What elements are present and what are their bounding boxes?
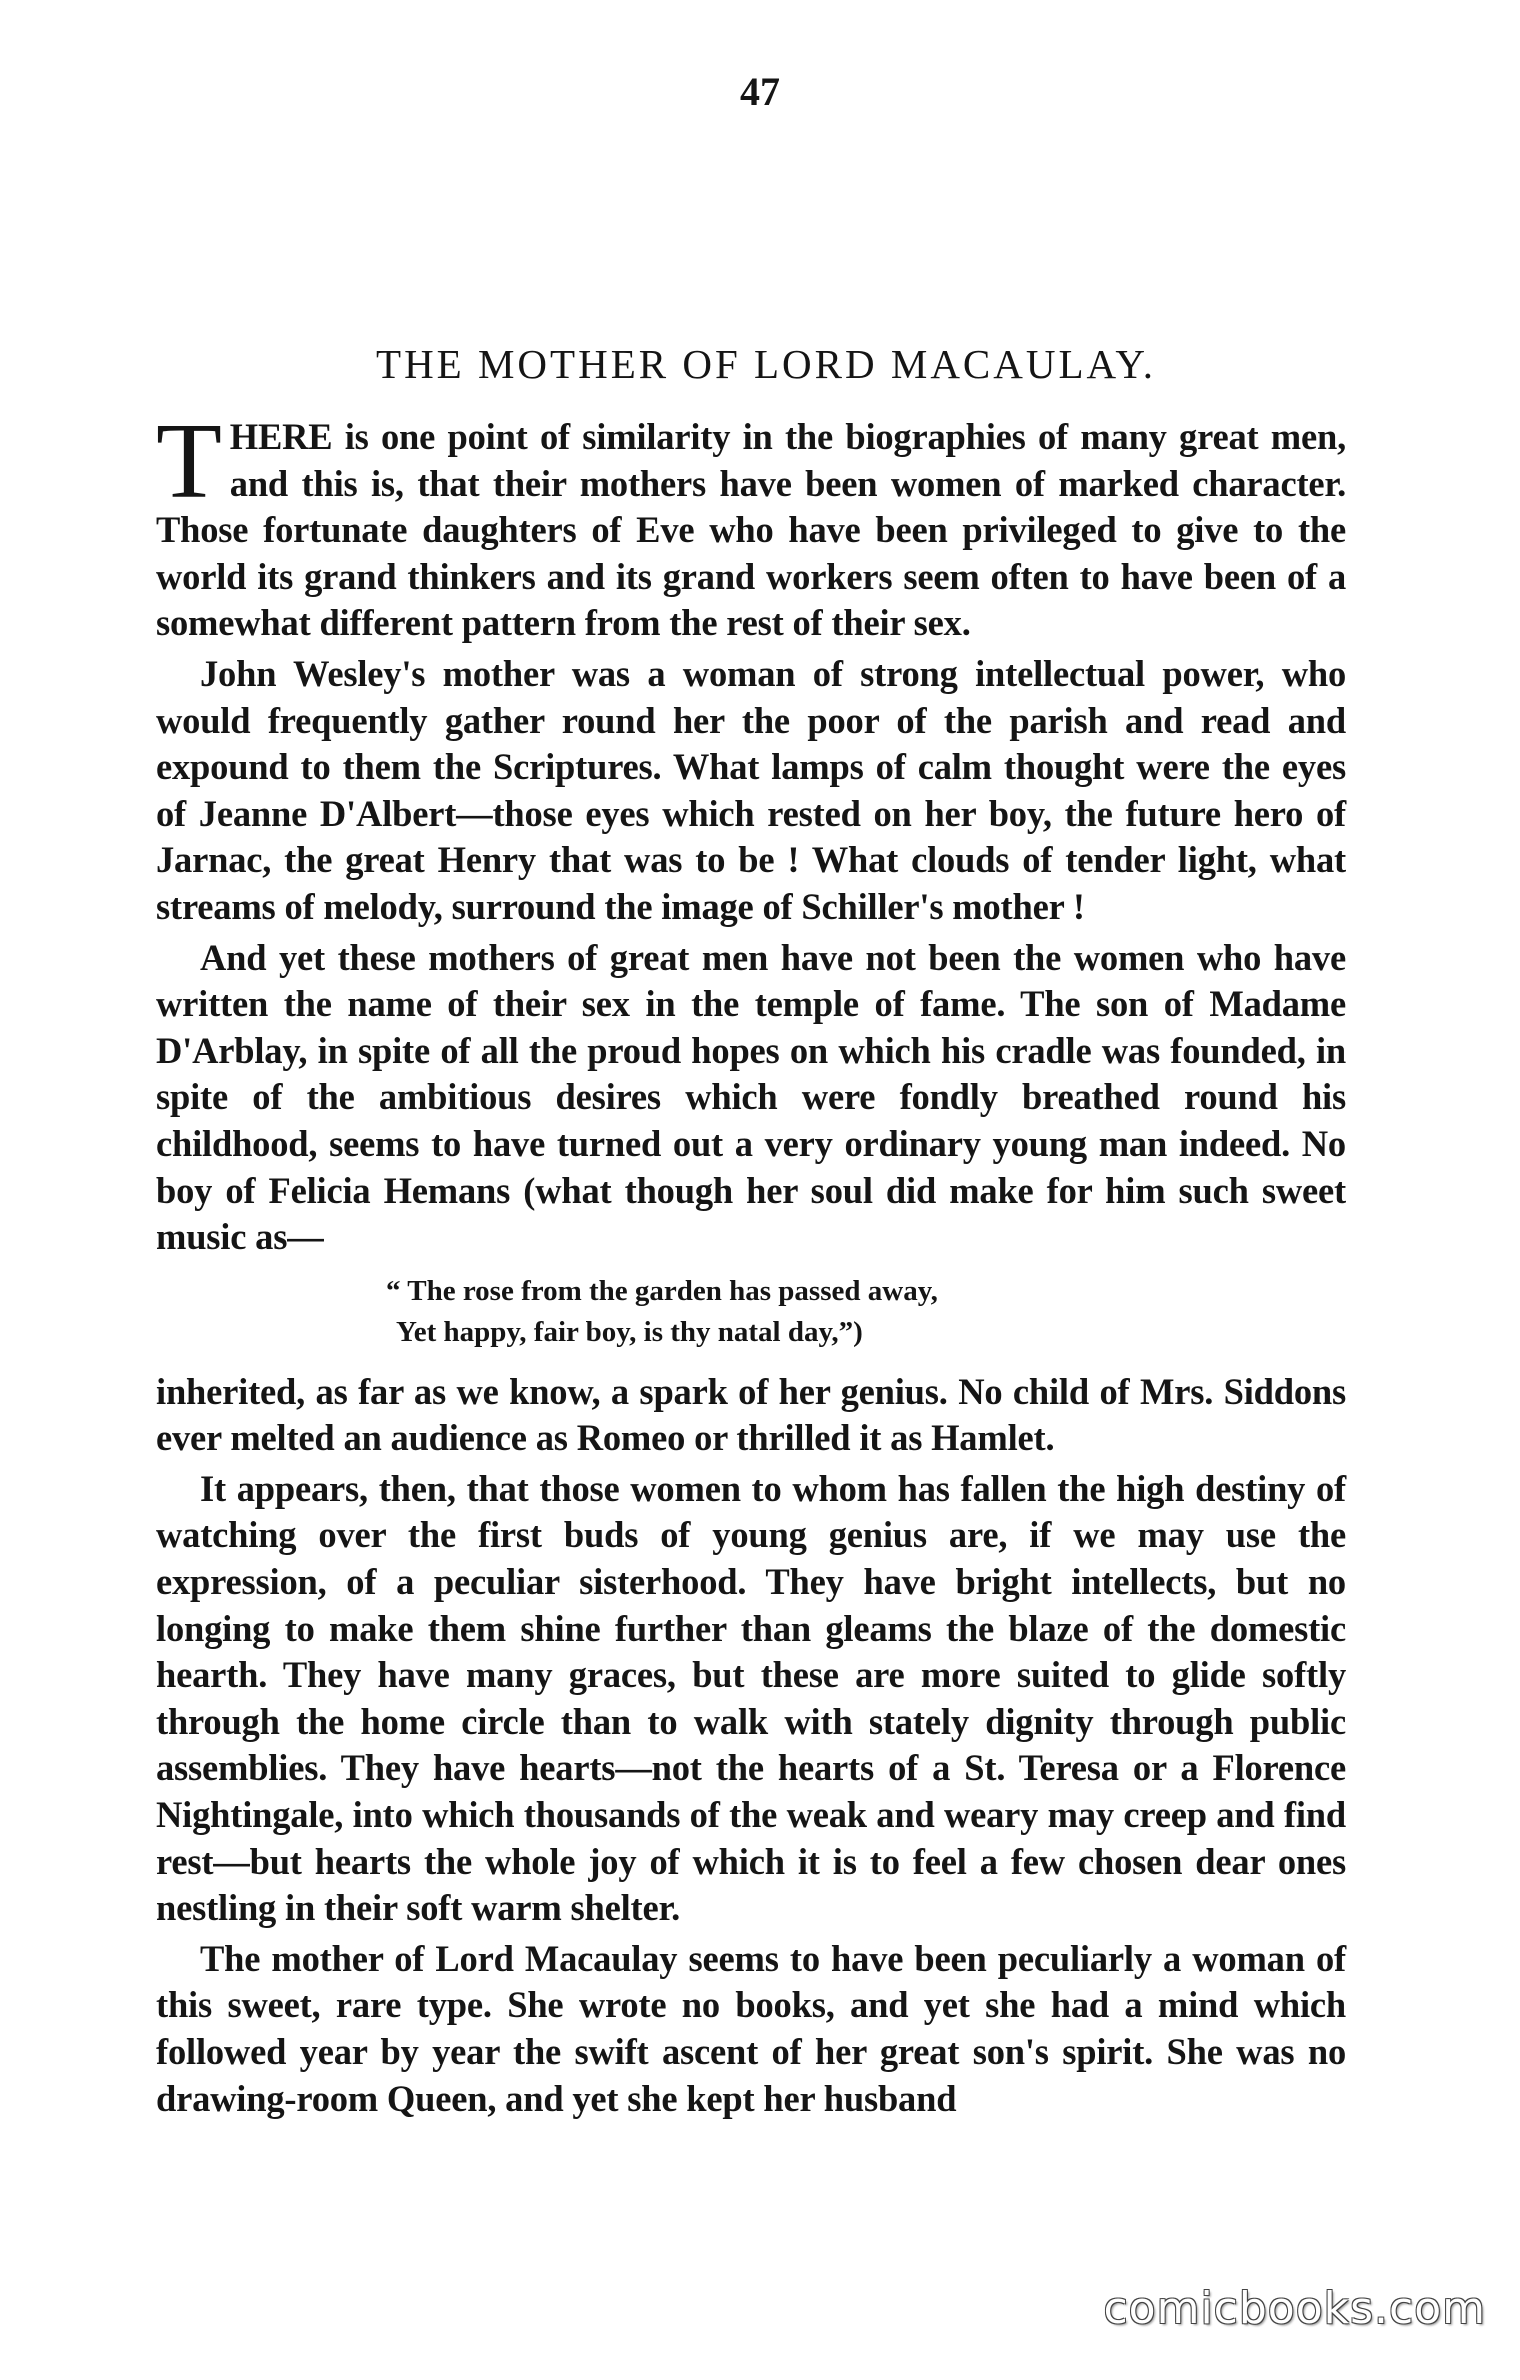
paragraph-4: It appears, then, that those women to whom has fallen the high destiny of watching over the first buds of young genius are, if we may use the expression, of a peculiar sisterhood. They have bright intellects, but no longing to make them shine further than gleams the blaze of the domestic hearth. They have many graces, but these are more suited to glide softly through the home circle than to walk with stately dignity through public assemblies. They have hearts—not the hearts of a St. Teresa or a Florence Nightingale, into which thousands of the weak and weary may creep and find rest—but hearts the whole joy of which it is to feel a few chosen dear ones nestling in their soft warm shelter. <box>156 1467 1346 1929</box>
verse-quote <box>386 1271 1346 1353</box>
article <box>156 340 1346 2122</box>
article-title: THE MOTHER OF LORD MACAULAY. <box>376 341 1156 387</box>
page-number: 47 <box>740 69 780 114</box>
paragraph-1-text: HERE is one point of similarity in the biographies of many great men, and this is, that their mothers have been women of marked character. Those fortunate daughters of Eve who have been privileged to give to the world its grand thinkers and its grand workers seem often to have been of a somewhat different pattern from the rest of their sex. <box>156 416 1346 644</box>
paragraph-5: The mother of Lord Macaulay seems to have been peculiarly a woman of this sweet, rare type. She wrote no books, and yet she had a mind which followed year by year the swift ascent of her great son's spirit. She was no drawing-room Queen, and yet she kept her husband <box>156 1937 1346 2119</box>
paragraph-3: And yet these mothers of great men have not been the women who have written the name of their sex in the temple of fame. The son of Madame D'Arblay, in spite of all the proud hopes on which his cradle was founded, in spite of the ambitious desires which were fondly breathed round his childhood, seems to have turned out a very ordinary young man indeed. No boy of Felicia Hemans (what though her soul did make for him such sweet music as— <box>156 936 1346 1258</box>
drop-cap: T <box>156 402 222 521</box>
verse-line-2: Yet happy, fair boy, is thy natal day,”) <box>396 1315 863 1348</box>
paragraph-2: John Wesley's mother was a woman of strong intellectual power, who would frequently gather round her the poor of the parish and read and expound to them the Scriptures. What lamps of calm thought were the eyes of Jeanne D'Albert—those eyes which rested on her boy, the future hero of Jarnac, the great Henry that was to be ! What clouds of tender light, what streams of melody, surround the image of Schiller's mother ! <box>156 652 1346 927</box>
paragraph-3-continued: inherited, as far as we know, a spark of her genius. No child of Mrs. Siddons ever melted an audience as Romeo or thrilled it as Hamlet. <box>156 1370 1346 1459</box>
verse-line-1: “ The rose from the garden has passed away, <box>386 1274 938 1307</box>
paragraph-1 <box>156 402 1346 647</box>
watermark-logo: comicbooks.com <box>1103 2283 1486 2334</box>
